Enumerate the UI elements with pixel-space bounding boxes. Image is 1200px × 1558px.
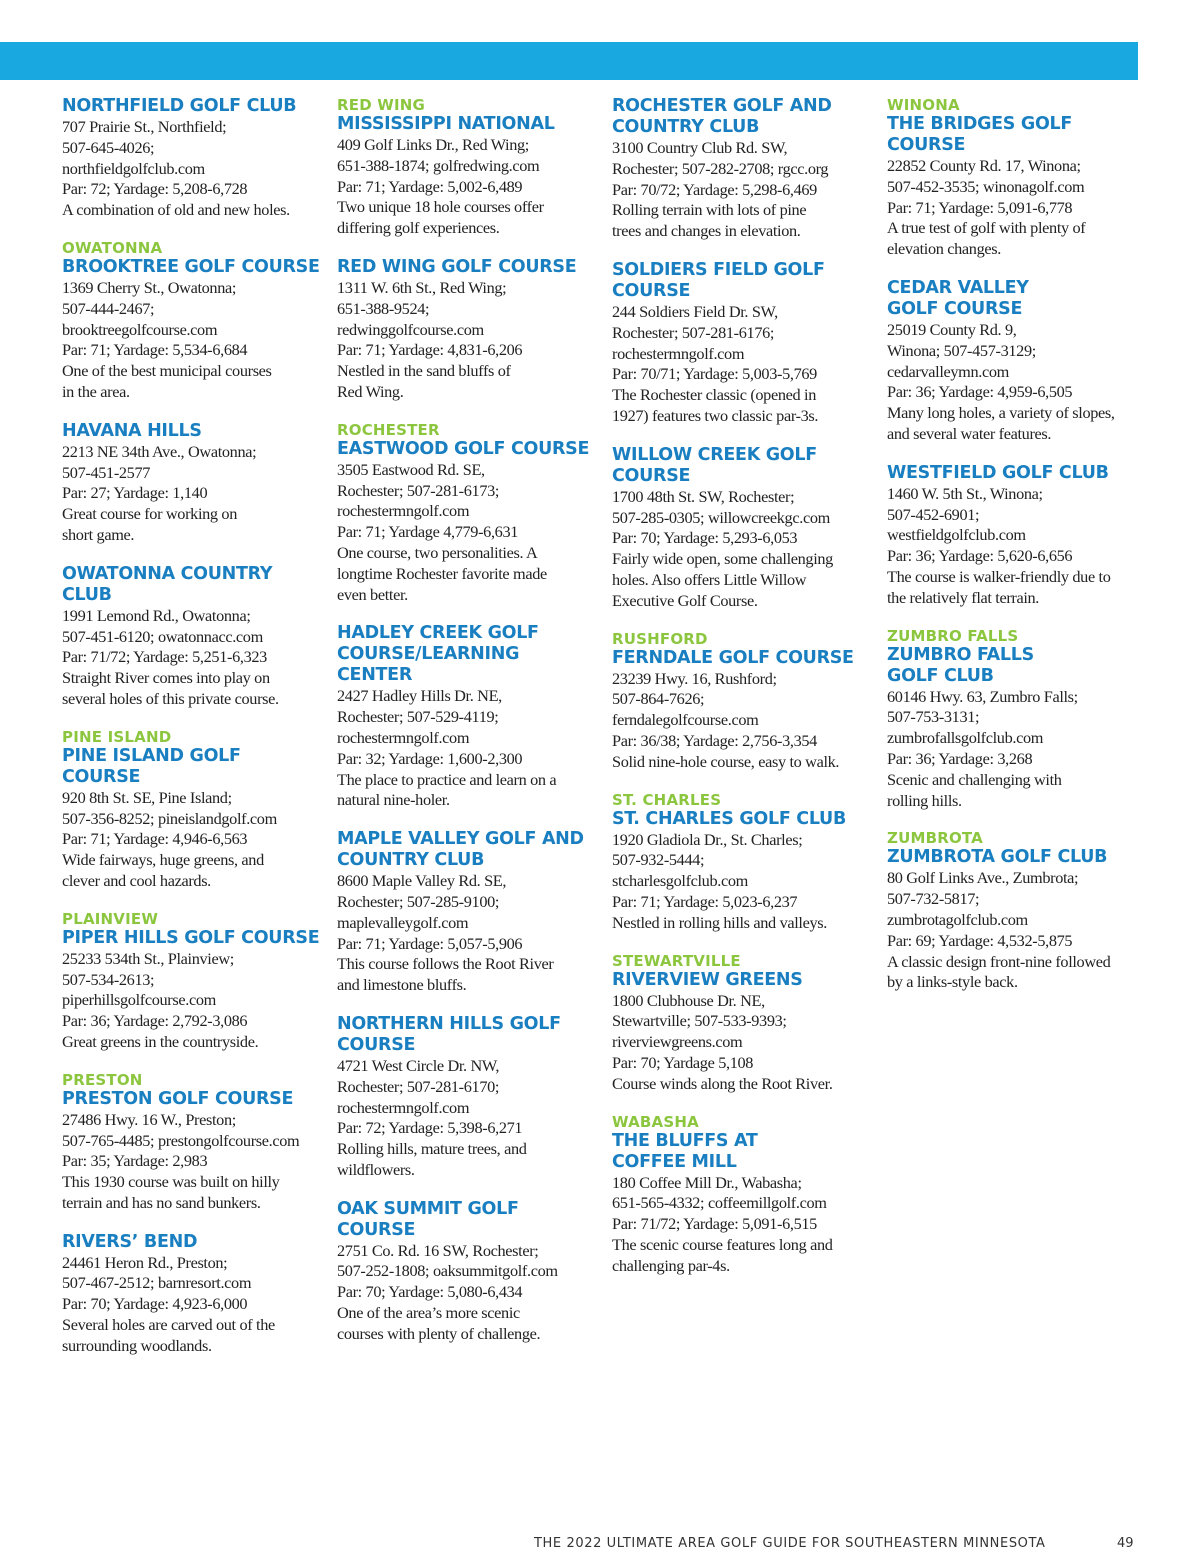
- course-detail-line: natural nine-holer.: [337, 790, 450, 810]
- course-entry: [612, 630, 874, 773]
- course-name: PINE ISLAND GOLF COURSE: [62, 745, 241, 787]
- course-detail-line: 25019 County Rd. 9,: [887, 319, 1017, 339]
- course-entry: [62, 421, 324, 546]
- course-detail-line: 1311 W. 6th St., Red Wing;: [337, 277, 507, 297]
- course-detail-line: One of the area’s more scenic: [337, 1303, 520, 1323]
- course-detail-line: 409 Golf Links Dr., Red Wing;: [337, 135, 529, 154]
- course-detail-line: ferndalegolfcourse.com: [612, 710, 759, 730]
- town-label: PRESTON: [62, 1070, 143, 1089]
- course-name: EASTWOOD GOLF COURSE: [337, 438, 590, 459]
- course-name: COURSE: [612, 465, 691, 486]
- course-detail-line: 507-285-0305; willowcreekgc.com: [612, 507, 830, 527]
- course-detail-line: The place to practice and learn on a: [337, 769, 557, 789]
- town-label: RUSHFORD: [612, 629, 708, 648]
- header-banner: [0, 42, 1138, 80]
- course-detail-line: brooktreegolfcourse.com: [62, 319, 218, 339]
- course-detail-line: 22852 County Rd. 17, Winona;: [887, 156, 1081, 175]
- course-detail-line: 2427 Hadley Hills Dr. NE,: [337, 686, 502, 706]
- course-detail-line: rochestermngolf.com: [337, 1097, 470, 1117]
- course-detail-line: in the area.: [62, 381, 130, 401]
- town-label: WINONA: [887, 96, 960, 114]
- course-entry: [337, 829, 599, 996]
- course-name: GOLF CLUB: [887, 665, 994, 686]
- course-name: NORTHFIELD GOLF CLUB: [62, 96, 297, 116]
- course-detail-line: Rolling terrain with lots of pine: [612, 200, 807, 220]
- course-detail-line: 3100 Country Club Rd. SW,: [612, 138, 788, 157]
- course-detail-line: Par: 27; Yardage: 1,140: [62, 483, 208, 503]
- course-detail-line: 1700 48th St. SW, Rochester;: [612, 486, 795, 506]
- course-detail-line: cedarvalleymn.com: [887, 361, 1009, 381]
- course-detail-line: Course winds along the Root River.: [612, 1073, 833, 1093]
- course-detail-line: Executive Golf Course.: [612, 590, 758, 610]
- course-detail-line: Rochester; 507-281-6176;: [612, 322, 775, 342]
- course-detail-line: and several water features.: [887, 423, 1052, 443]
- course-detail-line: 1927) features two classic par-3s.: [612, 405, 819, 425]
- course-detail-line: trees and changes in elevation.: [612, 221, 801, 241]
- course-entry: [337, 257, 599, 403]
- course-detail-line: Stewartville; 507-533-9393;: [612, 1011, 787, 1031]
- course-detail-line: challenging par-4s.: [612, 1255, 730, 1275]
- course-detail-line: westfieldgolfclub.com: [887, 525, 1026, 545]
- course-detail-line: and limestone bluffs.: [337, 975, 467, 995]
- course-name: THE BLUFFS AT: [612, 1130, 758, 1151]
- course-detail-line: rolling hills.: [887, 790, 962, 810]
- course-detail-line: wildflowers.: [337, 1159, 415, 1179]
- course-detail-line: surrounding woodlands.: [62, 1335, 212, 1355]
- course-name: ST. CHARLES GOLF CLUB: [612, 808, 846, 829]
- course-detail-line: Par: 71; Yardage: 5,057-5,906: [337, 933, 523, 953]
- course-detail-line: 1460 W. 5th St., Winona;: [887, 483, 1043, 503]
- course-entry: [337, 1014, 599, 1181]
- course-detail-line: Par: 71; Yardage: 4,831-6,206: [337, 340, 523, 360]
- course-name: ROCHESTER GOLF AND: [612, 96, 832, 116]
- course-detail-line: elevation changes.: [887, 239, 1001, 259]
- course-detail-line: One course, two personalities. A: [337, 542, 538, 562]
- course-detail-line: 4721 West Circle Dr. NW,: [337, 1055, 500, 1075]
- course-detail-line: redwinggolfcourse.com: [337, 319, 484, 339]
- course-detail-line: Par: 36; Yardage: 5,620-6,656: [887, 546, 1073, 566]
- course-name: PIPER HILLS GOLF COURSE: [62, 927, 320, 948]
- course-detail-line: Par: 71/72; Yardage: 5,251-6,323: [62, 647, 267, 667]
- course-detail-line: 507-732-5817;: [887, 889, 980, 909]
- course-detail-line: 1920 Gladiola Dr., St. Charles;: [612, 829, 803, 849]
- course-detail-line: A combination of old and new holes.: [62, 200, 290, 220]
- course-detail-line: Winona; 507-457-3129;: [887, 340, 1036, 360]
- course-detail-line: differing golf experiences.: [337, 218, 500, 238]
- course-detail-line: Par: 70; Yardage: 5,293-6,053: [612, 528, 798, 548]
- course-detail-line: 2751 Co. Rd. 16 SW, Rochester;: [337, 1240, 539, 1260]
- course-name: COURSE: [337, 1034, 416, 1055]
- course-name: GOLF COURSE: [887, 298, 1023, 319]
- course-detail-line: courses with plenty of challenge.: [337, 1323, 541, 1343]
- course-name: RIVERVIEW GREENS: [612, 969, 803, 990]
- course-detail-line: Par: 71; Yardage: 5,534-6,684: [62, 340, 248, 360]
- course-detail-line: zumbrotagolfclub.com: [887, 909, 1028, 929]
- course-name: COUNTRY CLUB: [337, 850, 485, 871]
- course-name: CENTER: [337, 665, 413, 686]
- course-detail-line: by a links-style back.: [887, 972, 1018, 992]
- town-label: ZUMBROTA: [887, 829, 983, 848]
- course-name: MISSISSIPPI NATIONAL: [337, 114, 555, 134]
- course-detail-line: the relatively flat terrain.: [887, 587, 1040, 607]
- course-entry: [887, 627, 1149, 812]
- course-entry: [62, 1071, 324, 1214]
- course-detail-line: Straight River comes into play on: [62, 668, 270, 688]
- course-entry: [887, 829, 1149, 993]
- course-detail-line: Rochester; 507-285-9100;: [337, 891, 500, 911]
- course-detail-line: 507-444-2467;: [62, 298, 155, 318]
- course-detail-line: 507-864-7626;: [612, 689, 705, 709]
- town-label: WABASHA: [612, 1112, 699, 1131]
- course-detail-line: several holes of this private course.: [62, 688, 279, 708]
- course-detail-line: 507-645-4026;: [62, 137, 155, 157]
- course-detail-line: Par: 71; Yardage: 5,023-6,237: [612, 891, 798, 911]
- course-entry: [612, 952, 874, 1095]
- course-detail-line: 25233 534th St., Plainview;: [62, 948, 234, 968]
- course-entry: [62, 564, 324, 710]
- course-detail-line: 507-452-3535; winonagolf.com: [887, 176, 1085, 196]
- course-detail-line: 507-451-6120; owatonnacc.com: [62, 626, 263, 646]
- town-label: PINE ISLAND: [62, 727, 172, 746]
- course-detail-line: 507-252-1808; oaksummitgolf.com: [337, 1261, 558, 1281]
- town-label: PLAINVIEW: [62, 909, 159, 928]
- course-entry: [612, 445, 874, 612]
- course-name: ZUMBROTA GOLF CLUB: [887, 847, 1108, 868]
- course-entry: [887, 463, 1149, 609]
- course-detail-line: Great course for working on: [62, 504, 238, 524]
- course-detail-line: 507-534-2613;: [62, 969, 155, 989]
- course-entry: [62, 1232, 324, 1357]
- course-detail-line: Rochester; 507-282-2708; rgcc.org: [612, 158, 829, 178]
- course-detail-line: The Rochester classic (opened in: [612, 385, 816, 405]
- course-detail-line: 60146 Hwy. 63, Zumbro Falls;: [887, 686, 1078, 706]
- course-entry: [62, 910, 324, 1053]
- course-entry: [887, 96, 1149, 260]
- course-detail-line: Several holes are carved out of the: [62, 1315, 275, 1335]
- course-name: MAPLE VALLEY GOLF AND: [337, 829, 584, 850]
- course-detail-line: 507-451-2577: [62, 462, 151, 482]
- course-entry: [612, 96, 874, 242]
- course-detail-line: 507-753-3131;: [887, 707, 980, 727]
- course-detail-line: short game.: [62, 524, 135, 544]
- course-detail-line: Par: 36/38; Yardage: 2,756-3,354: [612, 730, 817, 750]
- course-entry: [62, 728, 324, 892]
- course-detail-line: A classic design front-nine followed: [887, 951, 1111, 971]
- footer-title: THE 2022 ULTIMATE AREA GOLF GUIDE FOR SOUTHEASTERN MINNESOTA: [534, 1536, 1046, 1551]
- course-detail-line: riverviewgreens.com: [612, 1032, 743, 1052]
- course-detail-line: Rochester; 507-281-6173;: [337, 480, 500, 500]
- column-2: [337, 96, 599, 1363]
- town-label: ROCHESTER: [337, 420, 440, 439]
- course-detail-line: 507-765-4485; prestongolfcourse.com: [62, 1130, 300, 1150]
- course-detail-line: Par: 70; Yardage 5,108: [612, 1052, 754, 1072]
- course-detail-line: Par: 70; Yardage: 5,080-6,434: [337, 1282, 523, 1302]
- course-detail-line: Par: 36; Yardage: 4,959-6,505: [887, 382, 1073, 402]
- course-detail-line: Solid nine-hole course, easy to walk.: [612, 751, 840, 771]
- course-detail-line: The course is walker-friendly due to: [887, 566, 1111, 586]
- course-name: THE BRIDGES GOLF COURSE: [887, 114, 1073, 155]
- course-detail-line: rochestermngolf.com: [337, 501, 470, 521]
- course-name: CEDAR VALLEY: [887, 277, 1029, 298]
- course-detail-line: 2213 NE 34th Ave., Owatonna;: [62, 441, 257, 461]
- course-listing: [62, 96, 1152, 1476]
- course-detail-line: terrain and has no sand bunkers.: [62, 1192, 261, 1212]
- course-detail-line: rochestermngolf.com: [337, 727, 470, 747]
- course-name: SOLDIERS FIELD GOLF: [612, 259, 825, 280]
- course-detail-line: Par: 71; Yardage 4,779-6,631: [337, 522, 519, 542]
- course-detail-line: 651-565-4332; coffeemillgolf.com: [612, 1193, 827, 1213]
- course-detail-line: This course follows the Root River: [337, 954, 554, 974]
- course-detail-line: 707 Prairie St., Northfield;: [62, 117, 227, 136]
- course-name: OAK SUMMIT GOLF COURSE: [337, 1198, 519, 1240]
- column-3: [612, 96, 874, 1294]
- course-detail-line: 1800 Clubhouse Dr. NE,: [612, 990, 765, 1010]
- course-detail-line: 507-356-8252; pineislandgolf.com: [62, 808, 277, 828]
- course-name: FERNDALE GOLF COURSE: [612, 647, 854, 668]
- course-name: WILLOW CREEK GOLF: [612, 444, 817, 465]
- course-detail-line: 651-388-9524;: [337, 298, 430, 318]
- course-detail-line: Two unique 18 hole courses offer: [337, 197, 544, 217]
- course-detail-line: 27486 Hwy. 16 W., Preston;: [62, 1109, 236, 1129]
- course-entry: [62, 239, 324, 403]
- page-number: 49: [1117, 1536, 1134, 1551]
- course-detail-line: zumbrofallsgolfclub.com: [887, 728, 1044, 748]
- course-detail-line: Fairly wide open, some challenging: [612, 549, 833, 569]
- course-detail-line: 24461 Heron Rd., Preston;: [62, 1252, 228, 1272]
- town-label: ST. CHARLES: [612, 790, 722, 809]
- course-name: OWATONNA COUNTRY CLUB: [62, 563, 273, 605]
- course-detail-line: Par: 72; Yardage: 5,398-6,271: [337, 1118, 523, 1138]
- course-detail-line: Par: 35; Yardage: 2,983: [62, 1151, 208, 1171]
- course-name: RED WING GOLF COURSE: [337, 256, 577, 277]
- course-detail-line: Par: 71; Yardage: 4,946-6,563: [62, 829, 248, 849]
- course-detail-line: Par: 71/72; Yardage: 5,091-6,515: [612, 1214, 817, 1234]
- course-detail-line: Rochester; 507-281-6170;: [337, 1076, 500, 1096]
- town-label: OWATONNA: [62, 238, 163, 257]
- course-name: NORTHERN HILLS GOLF: [337, 1013, 561, 1034]
- course-detail-line: Par: 71; Yardage: 5,091-6,778: [887, 197, 1073, 217]
- course-detail-line: Wide fairways, huge greens, and: [62, 850, 264, 870]
- course-detail-line: 920 8th St. SE, Pine Island;: [62, 787, 232, 807]
- course-detail-line: A true test of golf with plenty of: [887, 218, 1086, 238]
- course-detail-line: 3505 Eastwood Rd. SE,: [337, 459, 485, 479]
- course-detail-line: Nestled in rolling hills and valleys.: [612, 912, 827, 932]
- course-detail-line: 80 Golf Links Ave., Zumbrota;: [887, 868, 1079, 888]
- course-detail-line: Par: 70/71; Yardage: 5,003-5,769: [612, 364, 817, 384]
- course-entry: [337, 623, 599, 811]
- town-label: STEWARTVILLE: [612, 951, 741, 970]
- course-name: BROOKTREE GOLF COURSE: [62, 256, 320, 277]
- course-detail-line: Nestled in the sand bluffs of: [337, 361, 511, 381]
- course-name: COURSE: [612, 280, 691, 301]
- course-detail-line: 23239 Hwy. 16, Rushford;: [612, 668, 777, 688]
- course-detail-line: Many long holes, a variety of slopes,: [887, 403, 1115, 423]
- course-name: COUNTRY CLUB: [612, 117, 760, 137]
- course-detail-line: Par: 69; Yardage: 4,532-5,875: [887, 930, 1073, 950]
- course-detail-line: Par: 36; Yardage: 2,792-3,086: [62, 1011, 248, 1031]
- course-name: HADLEY CREEK GOLF: [337, 623, 539, 644]
- course-detail-line: 1991 Lemond Rd., Owatonna;: [62, 605, 251, 625]
- course-detail-line: Par: 72; Yardage: 5,208-6,728: [62, 179, 248, 199]
- course-entry: [337, 421, 599, 606]
- course-detail-line: The scenic course features long and: [612, 1234, 833, 1254]
- course-name: COFFEE MILL: [612, 1151, 737, 1172]
- course-entry: [62, 96, 324, 221]
- course-detail-line: Red Wing.: [337, 381, 404, 401]
- course-detail-line: 651-388-1874; golfredwing.com: [337, 155, 540, 175]
- course-detail-line: piperhillsgolfcourse.com: [62, 990, 216, 1010]
- course-detail-line: maplevalleygolf.com: [337, 912, 469, 932]
- course-detail-line: northfieldgolfclub.com: [62, 158, 205, 178]
- course-name: RIVERS’ BEND: [62, 1231, 198, 1252]
- course-detail-line: Scenic and challenging with: [887, 769, 1062, 789]
- course-detail-line: Great greens in the countryside.: [62, 1031, 259, 1051]
- course-detail-line: 180 Coffee Mill Dr., Wabasha;: [612, 1172, 802, 1192]
- course-detail-line: clever and cool hazards.: [62, 870, 211, 890]
- course-detail-line: One of the best municipal courses: [62, 361, 272, 381]
- town-label: RED WING: [337, 96, 426, 114]
- course-detail-line: 244 Soldiers Field Dr. SW,: [612, 301, 778, 321]
- course-entry: [612, 260, 874, 427]
- course-detail-line: Rochester; 507-529-4119;: [337, 707, 499, 727]
- town-label: ZUMBRO FALLS: [887, 626, 1019, 645]
- course-detail-line: Rolling hills, mature trees, and: [337, 1139, 527, 1159]
- course-entry: [612, 791, 874, 934]
- course-detail-line: 507-932-5444;: [612, 850, 705, 870]
- course-detail-line: Par: 70; Yardage: 4,923-6,000: [62, 1294, 248, 1314]
- course-detail-line: holes. Also offers Little Willow: [612, 569, 807, 589]
- column-1: [62, 96, 324, 1375]
- course-detail-line: 1369 Cherry St., Owatonna;: [62, 277, 237, 297]
- course-entry: [337, 1199, 599, 1345]
- column-4: [887, 96, 1149, 1011]
- course-entry: [887, 278, 1149, 445]
- course-detail-line: 8600 Maple Valley Rd. SE,: [337, 871, 507, 891]
- course-name: HAVANA HILLS: [62, 420, 202, 441]
- course-detail-line: Par: 32; Yardage: 1,600-2,300: [337, 748, 523, 768]
- course-entry: [612, 1113, 874, 1277]
- course-detail-line: This 1930 course was built on hilly: [62, 1172, 280, 1192]
- course-detail-line: stcharlesgolfclub.com: [612, 871, 748, 891]
- course-detail-line: Par: 70/72; Yardage: 5,298-6,469: [612, 179, 817, 199]
- course-name: ZUMBRO FALLS: [887, 644, 1034, 665]
- course-name: WESTFIELD GOLF CLUB: [887, 462, 1109, 483]
- course-detail-line: Par: 71; Yardage: 5,002-6,489: [337, 176, 523, 196]
- course-name: COURSE/LEARNING: [337, 644, 520, 665]
- course-detail-line: Par: 36; Yardage: 3,268: [887, 748, 1033, 768]
- course-detail-line: 507-467-2512; barnresort.com: [62, 1273, 252, 1293]
- course-detail-line: even better.: [337, 584, 408, 604]
- course-entry: [337, 96, 599, 239]
- course-detail-line: 507-452-6901;: [887, 504, 980, 524]
- course-detail-line: rochestermngolf.com: [612, 343, 745, 363]
- course-name: PRESTON GOLF COURSE: [62, 1088, 294, 1109]
- course-detail-line: longtime Rochester favorite made: [337, 563, 547, 583]
